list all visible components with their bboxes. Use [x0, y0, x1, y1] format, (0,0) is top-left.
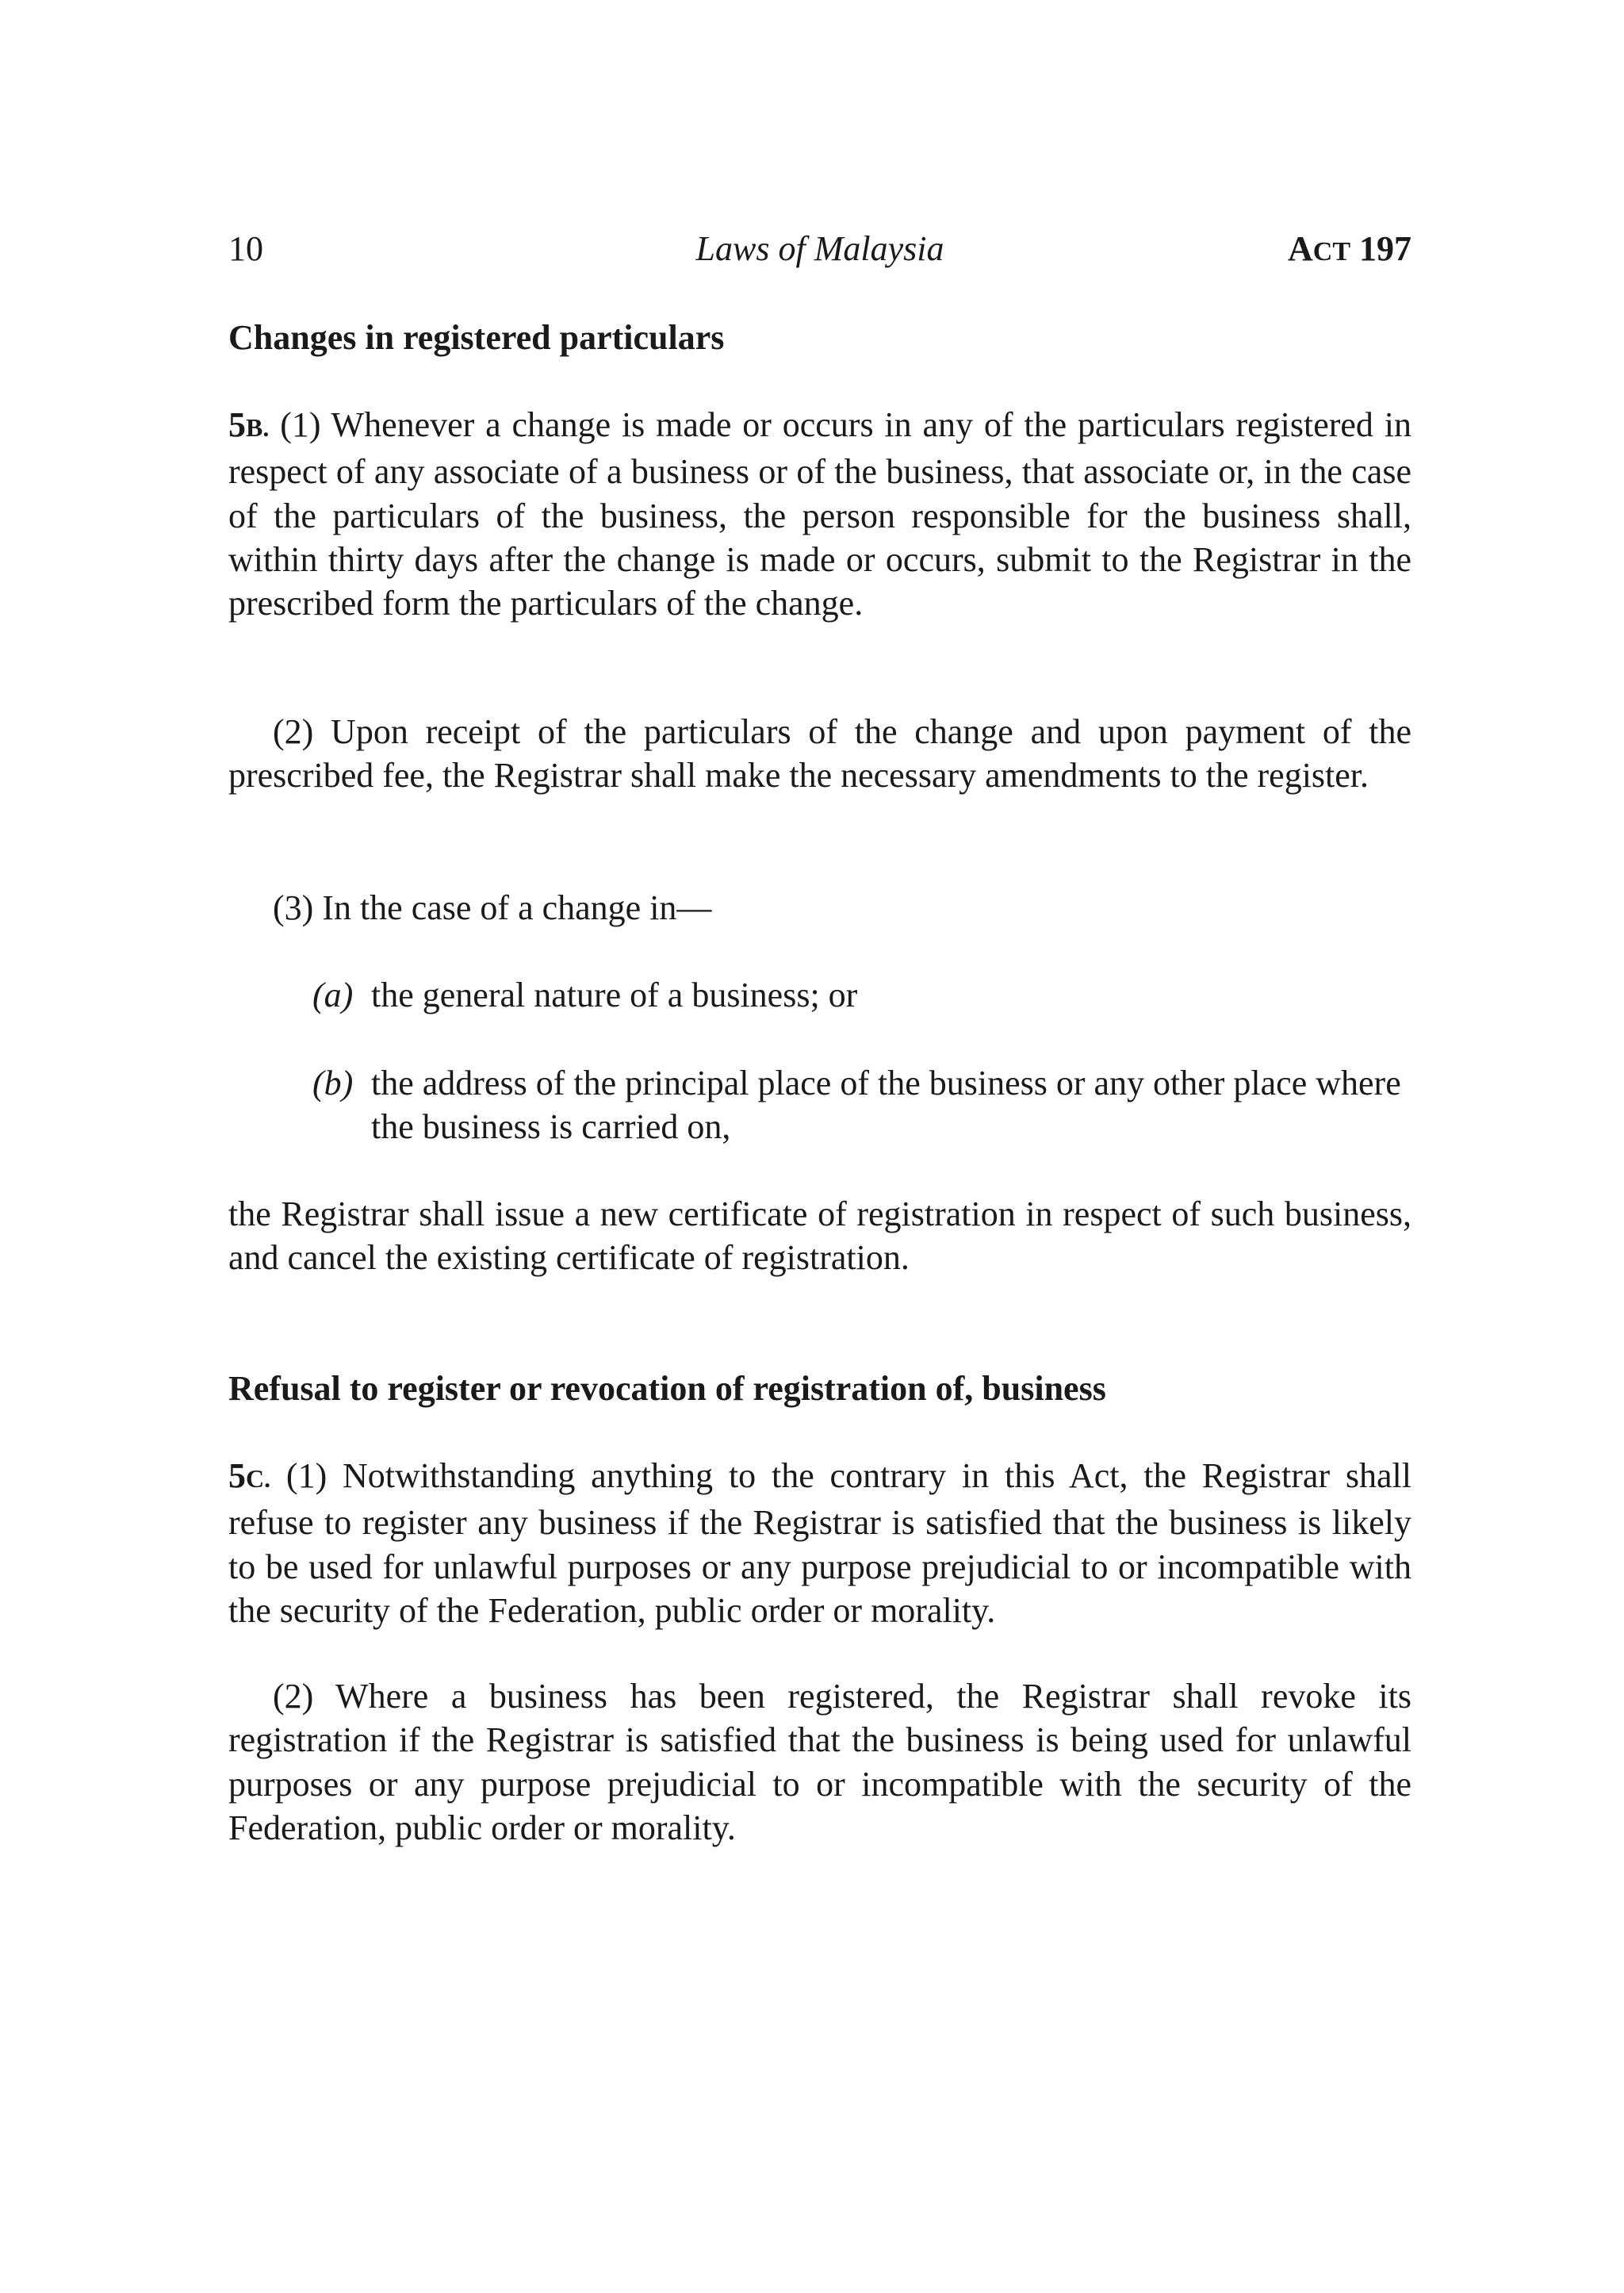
act-number: 197	[1359, 229, 1411, 268]
list-item-text: the general nature of a business; or	[371, 976, 858, 1014]
act-reference	[1288, 225, 1411, 276]
section-5b-subsection-1	[228, 403, 1411, 625]
list-item-text: the address of the principal place of the business or any other place where the business is carried on,	[371, 1064, 1401, 1147]
section-5c-subsection-1-text: (1) Notwithstanding anything to the contrary in this Act, the Registrar shall refuse to register any business if the Registrar is satisfied that the business is likely to be used for unlawful purposes or any purpose prejudicial to or incompatible with the security of the Federation, public order or morality.	[228, 1456, 1412, 1630]
publication-title: Laws of Malaysia	[695, 229, 944, 268]
section-5b-number: 5B.	[228, 405, 270, 444]
act-label-initial: A	[1287, 229, 1313, 268]
section-5b-subsection-2: (2) Upon receipt of the particulars of the change and upon payment of the prescribed fee, the Registrar shall make the necessary amendments to the register.	[228, 712, 1411, 796]
running-header	[228, 225, 1411, 273]
act-label-rest: CT	[1312, 237, 1350, 266]
section-5c-heading: Refusal to register or revocation of registration of, business	[228, 1369, 1106, 1408]
section-5c-subsection-2: (2) Where a business has been registered, the Registrar shall revoke its registration if the Registrar is satisfied that the business is being used for unlawful purposes or any purpose prejudicial to or incompatible with the security of the Federation, public order or morality.	[228, 1677, 1411, 1847]
section-5c-number: 5C.	[228, 1456, 271, 1495]
section-5b-heading: Changes in registered particulars	[228, 318, 725, 357]
list-item-label: (b)	[312, 1064, 354, 1102]
page-number: 10	[228, 229, 263, 268]
document-page	[228, 0, 1411, 2293]
list-item-label: (a)	[312, 976, 354, 1014]
section-5b-subsection-3: (3) In the case of a change in—	[273, 888, 712, 927]
section-5b-closing: the Registrar shall issue a new certificate of registration in respect of such business, and cancel the existing certificate of registration.	[228, 1194, 1411, 1278]
section-5c-subsection-1	[228, 1454, 1411, 1632]
section-5b-subsection-1-text: (1) Whenever a change is made or occurs in any of the particulars registered in respect of any associate of a business or of the business, that associate or, in the case of the particulars of the business, the person responsible for the business shall, within thirty days after the change is made or occurs, submit to the Registrar in the prescribed form the particulars of the change.	[228, 405, 1411, 623]
